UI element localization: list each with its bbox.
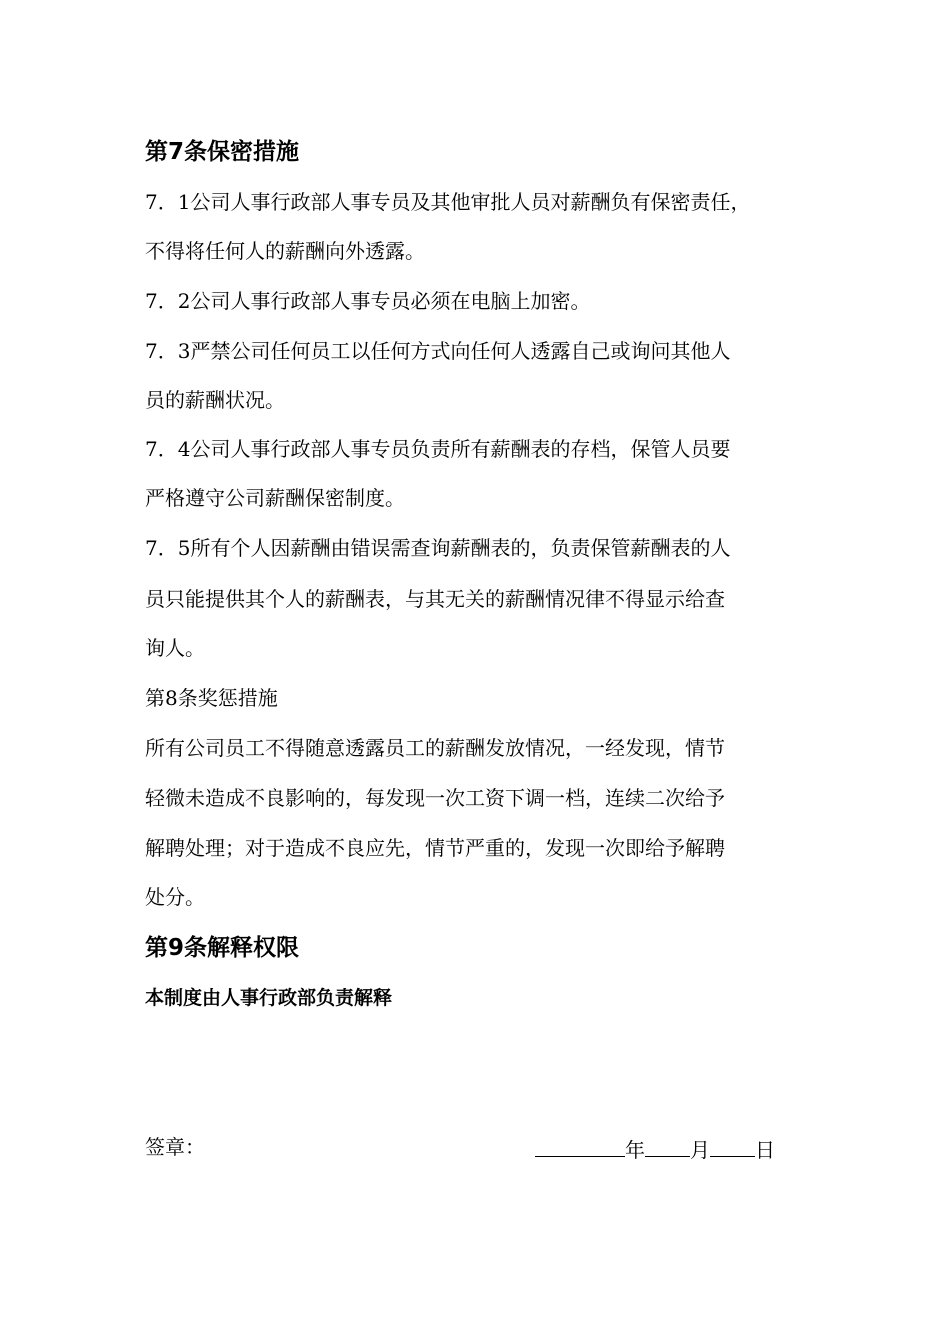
- day-label: 日: [755, 1138, 775, 1162]
- article-7-line-7: 严格遵守公司薪酬保密制度。: [145, 486, 405, 510]
- article-7-line-8: 7．5所有个人因薪酬由错误需查询薪酬表的，负责保管薪酬表的人: [145, 536, 731, 560]
- article-8-line-4: 处分。: [145, 885, 205, 909]
- article-8-line-2: 轻微未造成不良影响的，每发现一次工资下调一档，连续二次给予: [145, 786, 725, 810]
- month-blank: [645, 1134, 690, 1157]
- article-7-line-1: 7．1公司人事行政部人事专员及其他审批人员对薪酬负有保密责任，: [145, 190, 751, 214]
- article-7-line-5: 员的薪酬状况。: [145, 388, 285, 412]
- article-7-title: 第7条保密措施: [145, 139, 300, 165]
- article-8-title: 第8条奖惩措施: [145, 686, 278, 710]
- article-9-body: 本制度由人事行政部负责解释: [145, 987, 393, 1009]
- article-9-title: 第9条解释权限: [145, 935, 300, 961]
- day-blank: [710, 1134, 755, 1157]
- article-7-line-10: 询人。: [145, 636, 205, 660]
- article-8-line-1: 所有公司员工不得随意透露员工的薪酬发放情况，一经发现，情节: [145, 736, 725, 760]
- month-label: 月: [690, 1138, 710, 1162]
- year-label: 年: [625, 1138, 645, 1162]
- article-7-line-2: 不得将任何人的薪酬向外透露。: [145, 239, 425, 263]
- article-7-line-6: 7．4公司人事行政部人事专员负责所有薪酬表的存档，保管人员要: [145, 437, 731, 461]
- article-7-line-3: 7．2公司人事行政部人事专员必须在电脑上加密。: [145, 289, 591, 313]
- date-line: [535, 1134, 775, 1163]
- signature-label: 签章：: [145, 1135, 205, 1159]
- year-blank: [535, 1134, 625, 1157]
- article-8-line-3: 解聘处理；对于造成不良应先，情节严重的，发现一次即给予解聘: [145, 836, 725, 860]
- article-7-line-9: 员只能提供其个人的薪酬表，与其无关的薪酬情况律不得显示给查: [145, 587, 725, 611]
- article-7-line-4: 7．3严禁公司任何员工以任何方式向任何人透露自己或询问其他人: [145, 339, 731, 363]
